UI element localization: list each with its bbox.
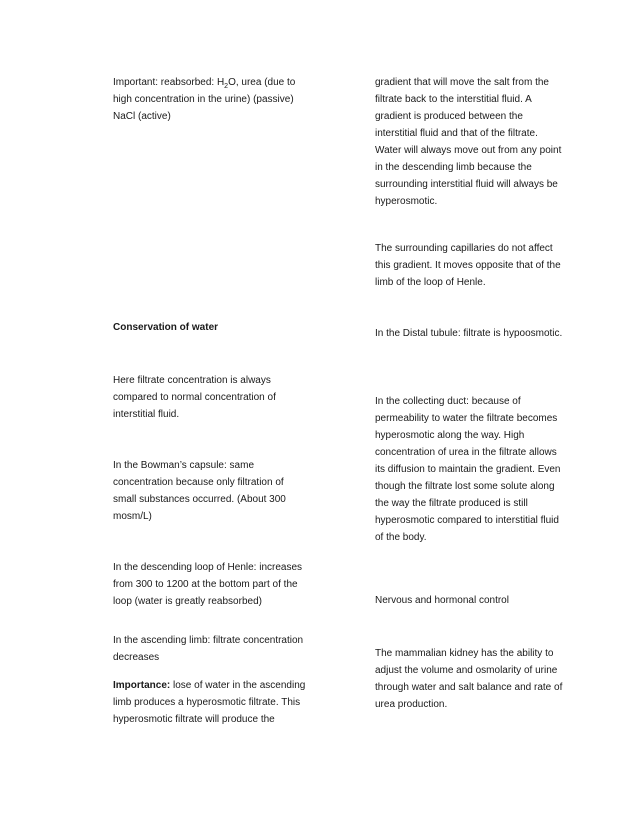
importance-text: lose of water in the ascending limb produces a hyperosmotic filtrate. This hyperosmotic filtrate will produce the [113, 680, 306, 725]
bowmans-capsule-paragraph: In the Bowman’s capsule: same concentration because only filtration of small substances occurred. (About 300 mosm/L) [113, 460, 286, 522]
ascending-limb-paragraph: In the ascending limb: filtrate concentration decreases [113, 635, 304, 663]
reabsorption-text-pre: Important: reabsorbed: H [113, 77, 225, 88]
capillaries-paragraph: The surrounding capillaries do not affect this gradient. It moves opposite that of the limb of the loop of Henle. [375, 243, 561, 288]
nervous-hormonal-heading: Nervous and hormonal control [375, 595, 509, 606]
descending-loop-paragraph: In the descending loop of Henle: increases from 300 to 1200 at the bottom part of the loop (water is greatly reabsorbed) [113, 562, 303, 607]
importance-paragraph [113, 677, 308, 728]
filtrate-comparison-paragraph: Here filtrate concentration is always compared to normal concentration of interstitial fluid. [113, 375, 276, 420]
kidney-ability-paragraph: The mammalian kidney has the ability to adjust the volume and osmolarity of urine through water and salt balance and rate of urea production. [375, 648, 563, 710]
reabsorption-text-post: O, urea (due to high concentration in the urine) (passive) NaCl (active) [113, 77, 296, 122]
gradient-paragraph: gradient that will move the salt from the filtrate back to the interstitial fluid. A gradient is produced between the interstitial fluid and that of the filtrate. Water will always move out from any point in the descending limb because the surrounding interstitial fluid will always be hyperosmotic. [375, 77, 562, 207]
importance-label: Importance: [113, 680, 171, 691]
subscript-two: 2 [224, 83, 229, 90]
collecting-duct-paragraph: In the collecting duct: because of permeability to water the filtrate becomes hyperosmotic along the way. High concentration of urea in the filtrate allows its diffusion to maintain the gradient. Even though the filtrate lost some solute along the way the filtrate produced is still hyperosmotic compared to interstitial fluid of the body. [375, 396, 561, 543]
reabsorption-paragraph [113, 74, 308, 125]
conservation-heading: Conservation of water [113, 322, 219, 333]
distal-tubule-paragraph: In the Distal tubule: filtrate is hypoosmotic. [375, 328, 563, 339]
